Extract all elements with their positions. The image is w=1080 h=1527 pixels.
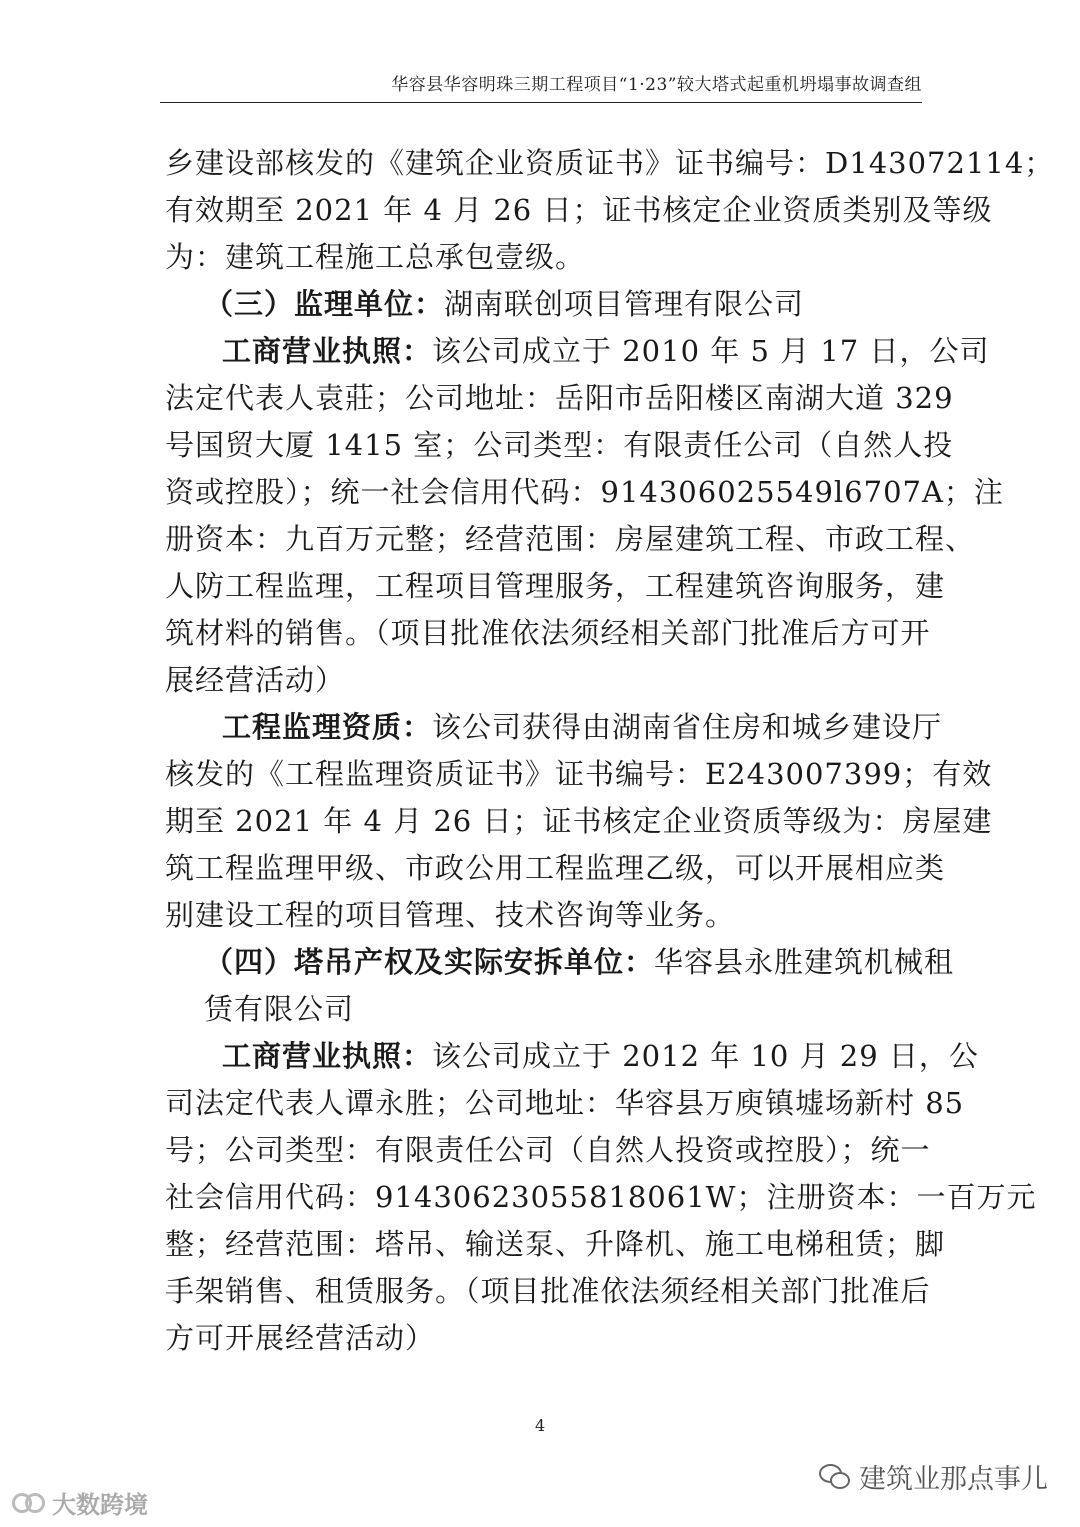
body-line-23: 社会信用代码：91430623055818061W；注册资本：一百万元	[165, 1180, 1037, 1214]
site-watermark-text: 大数跨境	[52, 1491, 148, 1519]
body-line-9: 册资本：九百万元整；经营范围：房屋建筑工程、市政工程、	[165, 522, 976, 556]
section-heading-3: （三）监理单位：湖南联创项目管理有限公司	[204, 287, 805, 321]
wechat-watermark	[819, 1457, 1048, 1496]
body-line-26: 方可开展经营活动）	[165, 1321, 436, 1355]
body-line-2: 有效期至 2021 年 4 月 26 日；证书核定企业资质类别及等级	[165, 193, 993, 227]
body-line-15: 期至 2021 年 4 月 26 日；证书核定企业资质等级为：房屋建	[165, 804, 993, 838]
body-line-19: 赁有限公司	[204, 992, 355, 1026]
page-header	[160, 72, 922, 103]
page-number: 4	[535, 1416, 546, 1435]
logo-icon	[12, 1491, 46, 1515]
body-line-21: 司法定代表人谭永胜；公司地址：华容县万庾镇墟场新村 85	[165, 1086, 965, 1120]
body-line-8: 资或控股）；统一社会信用代码：914306025549l6707A；注	[165, 475, 1004, 509]
body-line-6: 法定代表人袁莊；公司地址：岳阳市岳阳楼区南湖大道 329	[165, 381, 954, 415]
wechat-account-name: 建筑业那点事儿	[859, 1464, 1048, 1495]
body-line-20: 工商营业执照：该公司成立于 2012 年 10 月 29 日，公	[222, 1039, 979, 1073]
site-watermark	[12, 1485, 148, 1520]
body-line-12: 展经营活动）	[165, 663, 346, 697]
body-line-16: 筑工程监理甲级、市政公用工程监理乙级，可以开展相应类	[165, 851, 946, 885]
body-line-14: 核发的《工程监理资质证书》证书编号：E243007399；有效	[165, 757, 993, 791]
body-line-13: 工程监理资质：该公司获得由湖南省住房和城乡建设厅	[222, 710, 943, 744]
body-line-1: 乡建设部核发的《建筑企业资质证书》证书编号：D143072114；	[165, 146, 1055, 180]
body-line-10: 人防工程监理，工程项目管理服务，工程建筑咨询服务，建	[165, 569, 946, 603]
body-line-25: 手架销售、租赁服务。（项目批准依法须经相关部门批准后	[165, 1274, 931, 1308]
body-line-17: 别建设工程的项目管理、技术咨询等业务。	[165, 898, 736, 932]
body-line-22: 号；公司类型：有限责任公司（自然人投资或控股）；统一	[165, 1133, 931, 1167]
section-heading-4: （四）塔吊产权及实际安拆单位：华容县永胜建筑机械租	[204, 945, 955, 979]
wechat-icon	[819, 1464, 851, 1490]
header-title: 华容县华容明珠三期工程项目“1·23”较大塔式起重机坍塌事故调查组	[391, 75, 922, 95]
body-line-7: 号国贸大厦 1415 室；公司类型：有限责任公司（自然人投	[165, 428, 954, 462]
body-line-5: 工商营业执照：该公司成立于 2010 年 5 月 17 日，公司	[222, 334, 990, 368]
body-line-3: 为：建筑工程施工总承包壹级。	[165, 240, 586, 274]
body-line-11: 筑材料的销售。（项目批准依法须经相关部门批准后方可开	[165, 616, 931, 650]
body-line-24: 整；经营范围：塔吊、输送泵、升降机、施工电梯租赁；脚	[165, 1227, 946, 1261]
